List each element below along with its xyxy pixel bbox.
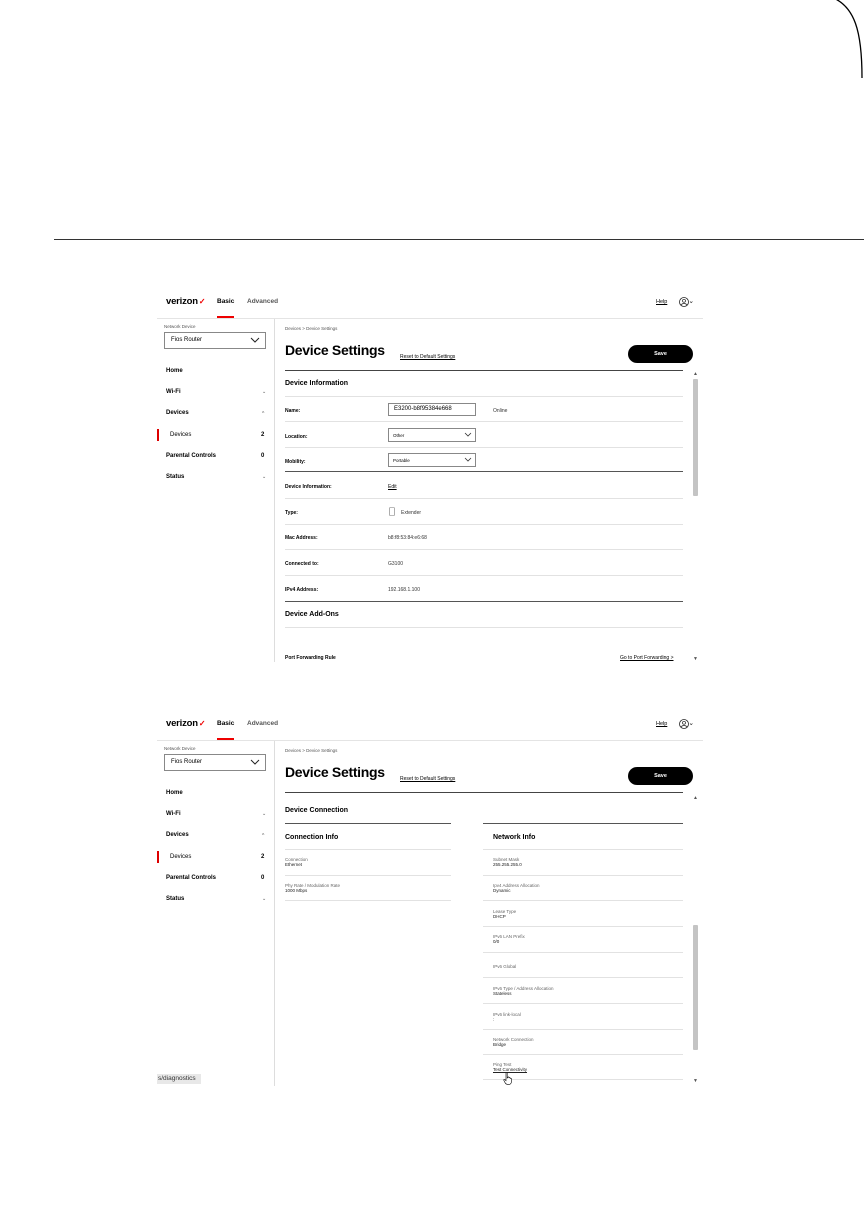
section-device-connection: Device Connection xyxy=(285,807,349,814)
network-connection-label: Network Connection xyxy=(493,1037,534,1042)
top-bar xyxy=(157,712,703,741)
verizon-logo[interactable]: verizon✓ xyxy=(166,296,206,307)
network-device-select[interactable]: Fios Router xyxy=(164,754,266,771)
connected-to-label: Connected to: xyxy=(285,561,319,567)
save-button[interactable]: Save xyxy=(628,767,693,785)
reset-default-link[interactable]: Reset to Default Settings xyxy=(400,354,456,360)
mac-address-label: Mac Address: xyxy=(285,535,318,541)
hand-pointer-icon xyxy=(503,1072,513,1085)
divider xyxy=(285,396,683,397)
connected-to-value: G3100 xyxy=(388,561,404,567)
device-information-label: Device Information: xyxy=(285,484,332,490)
top-bar xyxy=(157,290,703,319)
status-bar-url: s/diagnostics xyxy=(157,1074,201,1084)
network-info-heading: Network Info xyxy=(493,834,536,841)
test-connectivity-link[interactable]: Test Connectivity xyxy=(493,1067,528,1072)
section-device-add-ons: Device Add-Ons xyxy=(285,611,339,618)
devices-count: 2 xyxy=(261,854,265,860)
divider xyxy=(285,575,683,576)
divider xyxy=(483,952,683,953)
sidebar-item-parental-controls[interactable]: Parental Controls xyxy=(166,875,217,881)
chevron-up-icon: ^ xyxy=(262,833,265,839)
tab-basic[interactable]: Basic xyxy=(217,720,235,727)
chevron-up-icon: ^ xyxy=(262,411,265,417)
subnet-mask-label: Subnet Mask xyxy=(493,857,520,862)
network-device-label: Network Device xyxy=(164,324,196,329)
status-online: Online xyxy=(493,408,508,414)
page-corner-arc xyxy=(826,0,864,78)
sidebar-subitem-devices[interactable]: Devices xyxy=(170,432,192,438)
screenshot-device-information xyxy=(157,290,703,662)
section-device-information: Device Information xyxy=(285,380,349,387)
page-title: Device Settings xyxy=(285,764,385,780)
ipv6-link-local-label: IPv6 link-local xyxy=(493,1012,521,1017)
sidebar-item-devices[interactable]: Devices xyxy=(166,410,189,416)
ipv6-global-label: IPv6 Global xyxy=(493,964,517,969)
location-select[interactable]: Other xyxy=(388,428,476,442)
phy-rate-value: 1000 Mbps xyxy=(285,888,308,893)
sidebar xyxy=(157,741,275,1086)
chevron-down-icon: ⌄ xyxy=(262,811,267,817)
connection-columns xyxy=(285,823,683,1086)
subnet-mask-value: 255.255.255.0 xyxy=(493,862,522,867)
divider xyxy=(285,849,451,850)
connection-label: Connection xyxy=(285,857,308,862)
network-connection-value: Bridge xyxy=(493,1042,507,1047)
divider xyxy=(483,1029,683,1030)
sidebar-item-home[interactable]: Home xyxy=(166,368,183,374)
page-divider xyxy=(54,239,864,240)
divider xyxy=(285,900,451,901)
scrollbar[interactable] xyxy=(692,795,699,1086)
location-label: Location: xyxy=(285,434,308,440)
tab-advanced[interactable]: Advanced xyxy=(247,298,279,305)
divider xyxy=(285,471,683,472)
chevron-down-icon xyxy=(464,455,472,463)
ipv4-address-value: 192.168.1.100 xyxy=(388,587,420,593)
mac-address-value: b8:f8:53:84:e6:68 xyxy=(388,535,427,541)
chevron-down-icon: ⌄ xyxy=(262,896,267,902)
go-to-port-forwarding-link[interactable]: Go to Port Forwarding > xyxy=(620,655,674,661)
lease-type-value: DHCP xyxy=(493,914,506,919)
sidebar-subitem-devices[interactable]: Devices xyxy=(170,854,192,860)
active-indicator xyxy=(157,851,159,863)
divider xyxy=(483,1054,683,1055)
scroll-up-icon[interactable]: ▲ xyxy=(693,371,698,377)
sidebar-item-home[interactable]: Home xyxy=(166,790,183,796)
ipv4-address-label: IPv4 Address: xyxy=(285,587,319,593)
divider xyxy=(285,524,683,525)
network-device-label: Network Device xyxy=(164,746,196,751)
breadcrumb[interactable]: Devices > Device Settings xyxy=(285,326,338,331)
tab-advanced[interactable]: Advanced xyxy=(247,720,279,727)
sidebar-item-status[interactable]: Status xyxy=(166,474,185,480)
device-info-content xyxy=(285,370,683,662)
ipv6-lan-prefix-value: 0/0 xyxy=(493,939,500,944)
device-connection-content xyxy=(285,792,683,1086)
scrollbar[interactable] xyxy=(692,371,699,662)
save-button[interactable]: Save xyxy=(628,345,693,363)
chevron-down-icon: ⌄ xyxy=(262,389,267,395)
divider xyxy=(285,498,683,499)
main-panel xyxy=(275,319,703,662)
main-panel xyxy=(275,741,703,1086)
scroll-down-icon[interactable]: ▼ xyxy=(693,1078,698,1084)
phy-rate-label: Phy Rate / Modulation Rate xyxy=(285,883,341,888)
mobility-select[interactable]: Portable xyxy=(388,453,476,467)
user-account-icon[interactable] xyxy=(678,296,694,308)
screenshot-device-connection xyxy=(157,712,703,1086)
divider xyxy=(285,875,451,876)
ipv4-allocation-label: Ipv4 Address Allocation xyxy=(493,883,540,888)
divider xyxy=(483,823,683,824)
scrollbar-thumb[interactable] xyxy=(693,379,698,496)
help-link[interactable]: Help xyxy=(656,299,668,305)
sidebar xyxy=(157,319,275,662)
divider xyxy=(483,849,683,850)
page-title: Device Settings xyxy=(285,342,385,358)
divider xyxy=(285,823,451,824)
scrollbar-thumb[interactable] xyxy=(693,925,698,1050)
ipv6-type-value: Stateless xyxy=(493,991,512,996)
type-value: Extender xyxy=(401,510,422,516)
ipv4-allocation-value: Dynamic xyxy=(493,888,511,893)
tab-basic[interactable]: Basic xyxy=(217,298,235,305)
ipv6-lan-prefix-label: IPv6 LAN Prefix xyxy=(493,934,525,939)
sidebar-item-parental-controls[interactable]: Parental Controls xyxy=(166,453,217,459)
port-forwarding-label: Port Forwarding Rule xyxy=(285,655,336,661)
divider xyxy=(285,421,683,422)
ping-test-label: Ping Test xyxy=(493,1062,512,1067)
help-link[interactable]: Help xyxy=(656,721,668,727)
divider xyxy=(285,549,683,550)
chevron-down-icon xyxy=(249,756,261,768)
chevron-down-icon xyxy=(249,334,261,346)
divider xyxy=(285,447,683,448)
divider xyxy=(483,1003,683,1004)
network-info-column xyxy=(483,823,683,1086)
sidebar-item-wifi[interactable]: Wi-Fi xyxy=(166,389,181,395)
type-label: Type: xyxy=(285,510,298,516)
name-label: Name: xyxy=(285,408,301,414)
breadcrumb[interactable]: Devices > Device Settings xyxy=(285,748,338,753)
edit-link[interactable]: Edit xyxy=(388,484,397,490)
ipv6-link-local-value: : xyxy=(493,1017,495,1022)
divider xyxy=(483,1079,683,1080)
user-account-icon[interactable] xyxy=(678,718,694,730)
parental-controls-count: 0 xyxy=(261,453,265,459)
sidebar-item-devices[interactable]: Devices xyxy=(166,832,189,838)
active-indicator xyxy=(157,429,159,441)
divider xyxy=(483,977,683,978)
reset-default-link[interactable]: Reset to Default Settings xyxy=(400,776,456,782)
sidebar-item-status[interactable]: Status xyxy=(166,896,185,902)
mobility-label: Mobility: xyxy=(285,459,306,465)
verizon-logo[interactable]: verizon✓ xyxy=(166,718,206,729)
ipv6-type-label: IPv6 Type / Address Allocation xyxy=(493,986,554,991)
scroll-up-icon[interactable]: ▲ xyxy=(693,795,698,801)
devices-count: 2 xyxy=(261,432,265,438)
connection-value: Ethernet xyxy=(285,862,303,867)
extender-device-icon xyxy=(389,507,395,516)
lease-type-label: Lease Type xyxy=(493,909,517,914)
parental-controls-count: 0 xyxy=(261,875,265,881)
divider xyxy=(285,627,683,628)
scroll-down-icon[interactable]: ▼ xyxy=(693,656,698,662)
sidebar-item-wifi[interactable]: Wi-Fi xyxy=(166,811,181,817)
chevron-down-icon: ⌄ xyxy=(262,474,267,480)
connection-info-column xyxy=(285,823,451,1086)
network-device-select[interactable]: Fios Router xyxy=(164,332,266,349)
chevron-down-icon xyxy=(464,430,472,438)
divider xyxy=(483,926,683,927)
divider xyxy=(285,601,683,602)
connection-info-heading: Connection Info xyxy=(285,834,339,841)
divider xyxy=(483,875,683,876)
divider xyxy=(483,900,683,901)
device-name-input[interactable]: E3200-b8f95384e668 xyxy=(388,403,476,416)
